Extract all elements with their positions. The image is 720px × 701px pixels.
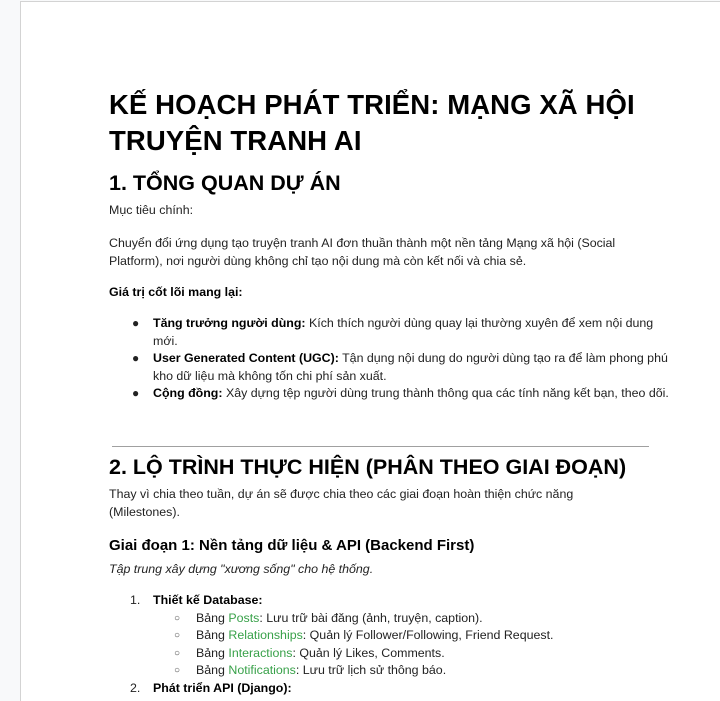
subitem-text: : Lưu trữ bài đăng (ảnh, truyện, caption). — [259, 610, 483, 625]
value-text: Kích thích người dùng quay lại thường xuyên để xem nội dung mới. — [153, 316, 654, 348]
values-label-text: Giá trị cốt lõi mang lại: — [109, 285, 243, 299]
value-term: Tăng trưởng người dùng: — [153, 316, 306, 330]
goal-text: Chuyển đổi ứng dụng tạo truyện tranh AI đơn thuần thành một nền tảng Mạng xã hội (Social Platform), nơi người dùng không chỉ tạo nội dung mà còn kết nối và chia sẻ. — [109, 236, 616, 268]
circle-bullet-icon: ○ — [174, 647, 181, 659]
value-term: User Generated Content (UGC): — [153, 351, 339, 365]
bullet-icon: ● — [132, 386, 140, 400]
document-title: KẾ HOẠCH PHÁT TRIỂN: MẠNG XÃ HỘI TRUYỆN TRANH AI — [109, 89, 635, 156]
circle-bullet-icon: ○ — [174, 665, 181, 676]
subitem-prefix: Bảng — [196, 645, 229, 660]
values-label — [109, 284, 669, 302]
list-item — [109, 680, 689, 698]
list-item — [109, 315, 669, 350]
value-term: Cộng đồng: — [153, 386, 223, 400]
table-name: Posts — [228, 610, 260, 625]
task-label: Phát triển API (Django): — [153, 680, 292, 695]
bullet-icon: ● — [132, 351, 140, 365]
list-item — [109, 350, 669, 385]
goal-label: Mục tiêu chính: — [109, 203, 194, 217]
subitem-text: : Quản lý Likes, Comments. — [292, 645, 445, 660]
list-number: 2. — [130, 680, 141, 695]
core-values-list — [109, 315, 669, 403]
phase1-heading: Giai đoạn 1: Nền tảng dữ liệu & API (Backend First) — [109, 537, 475, 554]
value-text: Tận dụng nội dung do người dùng tạo ra để làm phong phú kho dữ liệu mà không tốn chi phí sản xuất. — [153, 351, 668, 383]
table-name: Notifications — [228, 663, 296, 677]
table-name: Relationships — [228, 628, 303, 642]
circle-bullet-icon: ○ — [174, 630, 181, 641]
value-text: Xây dựng tệp người dùng trung thành thông qua các tính năng kết bạn, theo dõi. — [222, 386, 669, 400]
table-name: Interactions — [228, 645, 293, 660]
subitem-prefix: Bảng — [196, 628, 229, 642]
document-page — [20, 1, 720, 701]
phase1-task-list — [109, 592, 689, 697]
list-number: 1. — [130, 593, 141, 607]
bullet-icon: ● — [132, 316, 140, 330]
section2-intro: Thay vì chia theo tuần, dự án sẽ được chia theo các giai đoạn hoàn thiện chức năng (Milestones). — [109, 487, 574, 519]
subitem-prefix: Bảng — [196, 663, 229, 677]
list-item — [109, 645, 689, 663]
list-item — [109, 610, 689, 628]
list-item — [109, 385, 669, 403]
subitem-text: : Quản lý Follower/Following, Friend Request. — [302, 628, 554, 642]
task-label: Thiết kế Database: — [153, 593, 263, 607]
subitem-prefix: Bảng — [196, 610, 229, 625]
horizontal-rule — [112, 446, 649, 447]
section2-heading: 2. LỘ TRÌNH THỰC HIỆN (PHÂN THEO GIAI ĐOẠN) — [109, 455, 627, 479]
section1-heading: 1. TỔNG QUAN DỰ ÁN — [109, 171, 341, 195]
list-item — [109, 627, 689, 645]
list-item — [109, 662, 689, 680]
list-item — [109, 592, 689, 610]
subitem-text: : Lưu trữ lịch sử thông báo. — [295, 663, 447, 677]
circle-bullet-icon: ○ — [174, 612, 181, 624]
phase1-subtitle: Tập trung xây dựng "xương sống" cho hệ thống. — [109, 562, 374, 576]
